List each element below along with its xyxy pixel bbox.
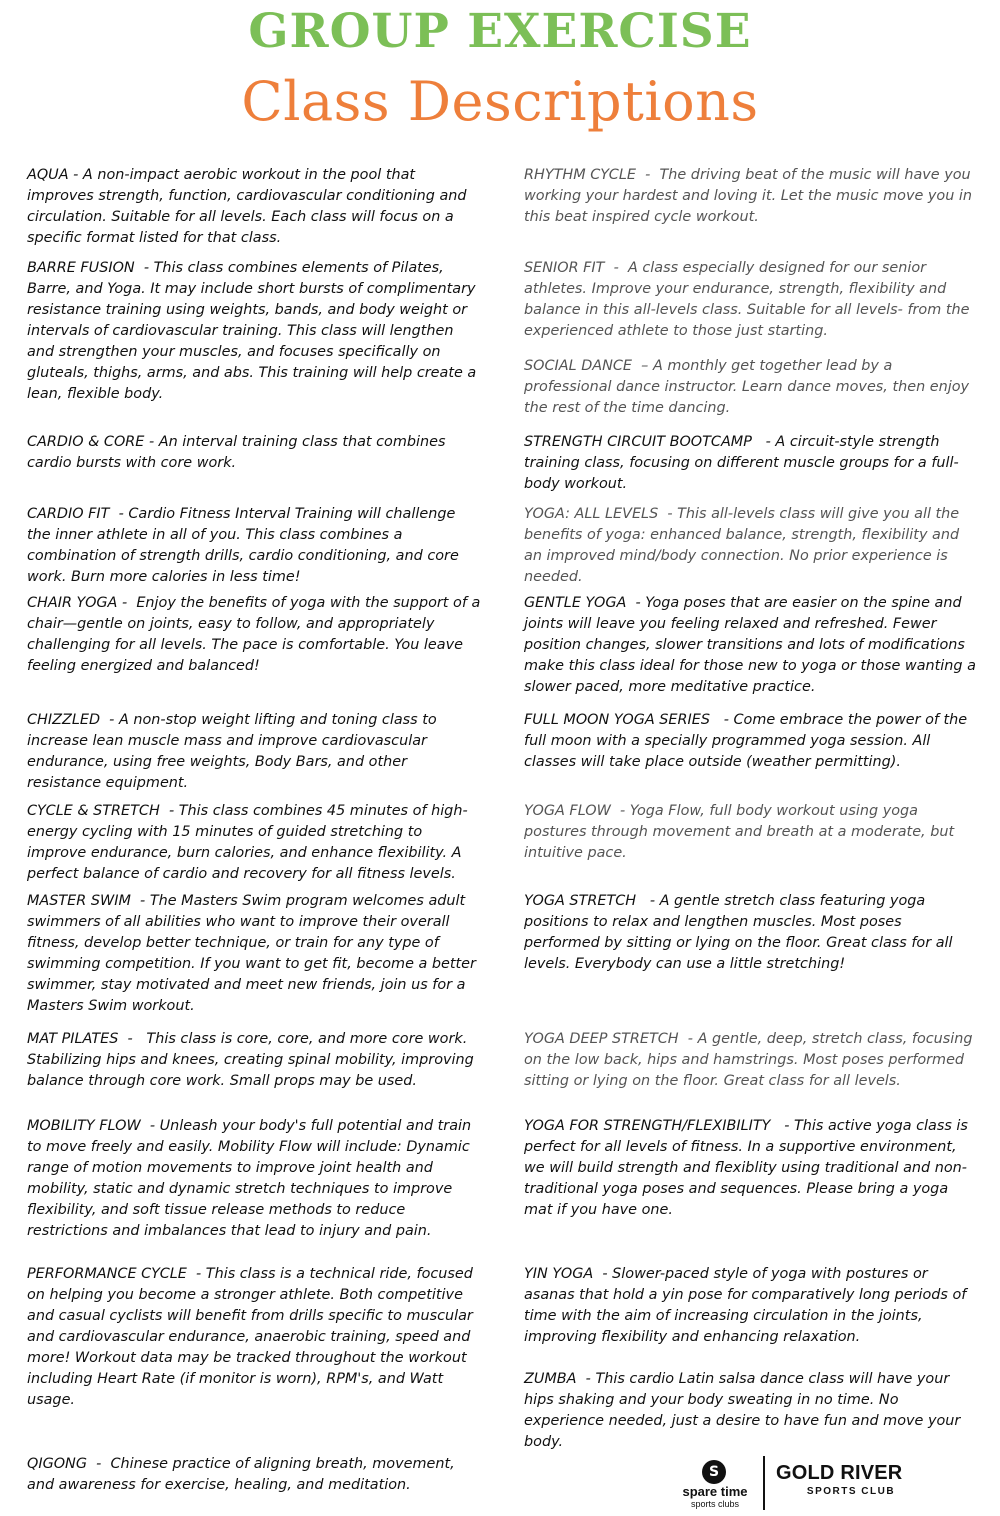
class-description-performance-cycle: PERFORMANCE CYCLE - This class is a technical ride, focused on helping you become a stronger athlete. Both competitive and casual cyclists will benefit from drills specific to muscular and cardiovascular endurance, anaerobic training, speed and more! Workout data may be tracked throughout the workout including Heart Rate (if monitor is worn), RPM's, and Watt usage. [27,1266,473,1408]
class-text: This class combines elements of Pilates, Barre, and Yoga. It may include short bursts of complimentary resistance training using weights, bands, and body weight or intervals of cardiovascular training. This class will lengthen and strengthen your muscles, and focuses specifically on gluteals, thighs, arms, and abs. This training will help create a lean, flexible body. [27,260,477,402]
class-text: A gentle, deep, stretch class, focusing on the low back, hips and hamstrings. Most poses performed sitting or lying on the floor. Great class for all levels. [524,1031,973,1089]
class-text: Cardio Fitness Interval Training will challenge the inner athlete in all of you. This class combines a combination of strength drills, cardio conditioning, and core work. Burn more calories in less time! [27,506,459,585]
class-name: CHAIR YOGA [27,595,118,611]
class-name: SOCIAL DANCE [524,358,633,374]
spare-time-logo [672,1454,758,1510]
class-name: MASTER SWIM [27,893,131,909]
class-text: This all-levels class will give you all the benefits of yoga: enhanced balance, strength, flexibility and an improved mind/body connection. No prior experience is needed. [524,506,960,585]
class-name: SENIOR FIT [524,260,605,276]
class-name: YOGA STRETCH [524,893,637,909]
class-text: A class especially designed for our senior athletes. Improve your endurance, strength, flexibility and balance in this all-levels class. Suitable for all levels- from the experienced athlete to those just starting. [524,260,970,339]
class-name: RHYTHM CYCLE [524,167,636,183]
class-description-chair-yoga: CHAIR YOGA - Enjoy the benefits of yoga with the support of a chair—gentle on joints, easy to follow, and appropriately challenging for all levels. The pace is comfortable. You leave feeling energized and balanced! [27,595,481,674]
class-name: YOGA FLOW [524,803,611,819]
class-text: A monthly get together lead by a professional dance instructor. Learn dance moves, then enjoy the rest of the time dancing. [524,358,970,416]
class-name: BARRE FUSION [27,260,135,276]
class-text: The Masters Swim program welcomes adult swimmers of all abilities who want to improve their overall fitness, develop better technique, or train for any type of swimming competition. If you want to get fit, become a better swimmer, stay motivated and meet new friends, join us for a Masters Swim workout. [27,893,476,1014]
class-description-yoga-flow: YOGA FLOW - Yoga Flow, full body workout using yoga postures through movement and breath at a moderate, but intuitive pace. [524,803,955,861]
logo-divider [763,1456,765,1510]
gold-river-logo-tagline: SPORTS CLUB [806,1486,896,1497]
class-description-qigong: QIGONG - Chinese practice of aligning breath, movement, and awareness for exercise, healing, and meditation. [27,1456,455,1493]
class-text: This class is a technical ride, focused on helping you become a stronger athlete. Both competitive and casual cyclists will benefit from drills specific to muscular and cardiovascular endurance, anaerobic training, speed and more! Workout data may be tracked throughout the workout including Heart Rate (if monitor is worn), RPM's, and Watt usage. [27,1266,473,1408]
class-description-aqua: AQUA - A non-impact aerobic workout in the pool that improves strength, function, cardiovascular conditioning and circulation. Suitable for all levels. Each class will focus on a specific format listed for that class. [27,167,467,246]
class-description-chizzled: CHIZZLED - A non-stop weight lifting and toning class to increase lean muscle mass and improve cardiovascular endurance, using free weights, Body Bars, and other resistance equipment. [27,712,437,791]
class-name: MOBILITY FLOW [27,1118,141,1134]
class-text: A circuit-style strength training class, focusing on different muscle groups for a full-body workout. [524,434,959,492]
class-name: AQUA [27,167,69,183]
class-text: Slower-paced style of yoga with postures or asanas that hold a yin pose for comparatively long periods of time with the aim of increasing circulation in the joints, improving flexibility and enhancing relaxation. [524,1266,967,1345]
class-description-barre-fusion: BARRE FUSION - This class combines elements of Pilates, Barre, and Yoga. It may include short bursts of complimentary resistance training using weights, bands, and body weight or intervals of cardiovascular training. This class will lengthen and strengthen your muscles, and focuses specifically on gluteals, thighs, arms, and abs. This training will help create a lean, flexible body. [27,260,477,402]
class-text: A non-stop weight lifting and toning class to increase lean muscle mass and improve cardiovascular endurance, using free weights, Body Bars, and other resistance equipment. [27,712,437,791]
gold-river-logo-name: GOLD RIVER [776,1462,903,1484]
class-description-full-moon-yoga-series: FULL MOON YOGA SERIES - Come embrace the power of the full moon with a specially programmed yoga session. All classes will take place outside (weather permitting). [524,712,968,770]
class-description-strength-circuit-bootcamp: STRENGTH CIRCUIT BOOTCAMP - A circuit-style strength training class, focusing on different muscle groups for a full-body workout. [524,434,959,492]
class-name: CARDIO FIT [27,506,110,522]
class-description-yoga-all-levels: YOGA: ALL LEVELS - This all-levels class will give you all the benefits of yoga: enhanced balance, strength, flexibility and an improved mind/body connection. No prior experience is needed. [524,506,960,585]
class-name: YIN YOGA [524,1266,594,1282]
class-name: CYCLE & STRETCH [27,803,160,819]
spare-time-logo-icon: S [702,1460,726,1484]
class-description-yoga-strength-flexibility: YOGA FOR STRENGTH/FLEXIBILITY - This active yoga class is perfect for all levels of fitness. In a supportive environment, we will build strength and flexiblity using traditional and non-traditional yoga poses and sequences. Please bring a yoga mat if you have one. [524,1118,968,1218]
class-text: A gentle stretch class featuring yoga positions to relax and lengthen muscles. Most poses performed by sitting or lying on the floor. Great class for all levels. Everybody can use a little stretching! [524,893,953,972]
class-description-mat-pilates: MAT PILATES - This class is core, core, and more core work. Stabilizing hips and knees, creating spinal mobility, improving balance through core work. Small props may be used. [27,1031,474,1089]
class-description-gentle-yoga: GENTLE YOGA - Yoga poses that are easier on the spine and joints will leave you feeling relaxed and refreshed. Fewer position changes, slower transitions and lots of modifications make this class ideal for those new to yoga or those wanting a slower paced, more meditative practice. [524,595,976,695]
spare-time-logo-tagline: sports clubs [690,1499,740,1509]
class-description-zumba: ZUMBA - This cardio Latin salsa dance class will have your hips shaking and your body sweating in no time. No experience needed, just a desire to have fun and move your body. [524,1371,961,1450]
spare-time-logo-name: spare time [682,1484,748,1499]
class-name: ZUMBA [524,1371,577,1387]
class-description-yoga-deep-stretch: YOGA DEEP STRETCH - A gentle, deep, stretch class, focusing on the low back, hips and hamstrings. Most poses performed sitting or lying on the floor. Great class for all levels. [524,1031,973,1089]
class-name: CARDIO & CORE [27,434,145,450]
class-text: This cardio Latin salsa dance class will have your hips shaking and your body sweating in no time. No experience needed, just a desire to have fun and move your body. [524,1371,961,1450]
class-text: The driving beat of the music will have you working your hardest and loving it. Let the music move you in this beat inspired cycle workout. [524,167,973,225]
class-text: Come embrace the power of the full moon with a specially programmed yoga session. All classes will take place outside (weather permitting). [524,712,968,770]
class-name: YOGA DEEP STRETCH [524,1031,679,1047]
class-text: An interval training class that combines cardio bursts with core work. [27,434,446,471]
class-description-cycle-stretch: CYCLE & STRETCH - This class combines 45 minutes of high-energy cycling with 15 minutes of guided stretching to improve endurance, burn calories, and enhance flexibility. A perfect balance of cardio and recovery for all fitness levels. [27,803,468,882]
class-description-rhythm-cycle: RHYTHM CYCLE - The driving beat of the music will have you working your hardest and loving it. Let the music move you in this beat inspired cycle workout. [524,167,973,225]
class-text: Yoga Flow, full body workout using yoga postures through movement and breath at a moderate, but intuitive pace. [524,803,955,861]
page-title: GROUP EXERCISE [248,4,752,59]
class-name: PERFORMANCE CYCLE [27,1266,187,1282]
class-text: Unleash your body's full potential and train to move freely and easily. Mobility Flow will include: Dynamic range of motion movements to improve joint health and mobility, static and dynamic stretch techniques to improve flexibility, and soft tissue release methods to reduce restrictions and imbalances that lead to injury and pain. [27,1118,472,1239]
footer-logos [672,1452,932,1512]
class-text: A non-impact aerobic workout in the pool that improves strength, function, cardiovascular conditioning and circulation. Suitable for all levels. Each class will focus on a specific format listed for that class. [27,167,467,246]
class-text: This class is core, core, and more core work. Stabilizing hips and knees, creating spinal mobility, improving balance through core work. Small props may be used. [27,1031,474,1089]
class-description-yin-yoga: YIN YOGA - Slower-paced style of yoga with postures or asanas that hold a yin pose for comparatively long periods of time with the aim of increasing circulation in the joints, improving flexibility and enhancing relaxation. [524,1266,967,1345]
class-name: MAT PILATES [27,1031,119,1047]
class-description-social-dance: SOCIAL DANCE – A monthly get together lead by a professional dance instructor. Learn dance moves, then enjoy the rest of the time dancing. [524,358,970,416]
class-text: This class combines 45 minutes of high-energy cycling with 15 minutes of guided stretching to improve endurance, burn calories, and enhance flexibility. A perfect balance of cardio and recovery for all fitness levels. [27,803,468,882]
page-subtitle: Class Descriptions [241,70,759,133]
class-description-senior-fit: SENIOR FIT - A class especially designed for our senior athletes. Improve your endurance, strength, flexibility and balance in this all-levels class. Suitable for all levels- from the experienced athlete to those just starting. [524,260,970,339]
class-name: FULL MOON YOGA SERIES [524,712,710,728]
class-text: Chinese practice of aligning breath, movement, and awareness for exercise, healing, and meditation. [27,1456,455,1493]
class-description-cardio-fit: CARDIO FIT - Cardio Fitness Interval Training will challenge the inner athlete in all of you. This class combines a combination of strength drills, cardio conditioning, and core work. Burn more calories in less time! [27,506,459,585]
class-text: Enjoy the benefits of yoga with the support of a chair—gentle on joints, easy to follow, and appropriately challenging for all levels. The pace is comfortable. You leave feeling energized and balanced! [27,595,481,674]
class-name: YOGA: ALL LEVELS [524,506,659,522]
class-name: GENTLE YOGA [524,595,627,611]
class-name: STRENGTH CIRCUIT BOOTCAMP [524,434,752,450]
class-description-yoga-stretch: YOGA STRETCH - A gentle stretch class featuring yoga positions to relax and lengthen muscles. Most poses performed by sitting or lying on the floor. Great class for all levels. Everybody can use a little stretching! [524,893,953,972]
class-text: This active yoga class is perfect for all levels of fitness. In a supportive environment, we will build strength and flexiblity using traditional and non-traditional yoga poses and sequences. Please bring a yoga mat if you have one. [524,1118,968,1218]
class-description-cardio-core: CARDIO & CORE - An interval training class that combines cardio bursts with core work. [27,434,446,471]
class-description-master-swim: MASTER SWIM - The Masters Swim program welcomes adult swimmers of all abilities who want to improve their overall fitness, develop better technique, or train for any type of swimming competition. If you want to get fit, become a better swimmer, stay motivated and meet new friends, join us for a Masters Swim workout. [27,893,476,1014]
class-name: QIGONG [27,1456,87,1472]
class-text: Yoga poses that are easier on the spine and joints will leave you feeling relaxed and refreshed. Fewer position changes, slower transitions and lots of modifications make this class ideal for those new to yoga or those wanting a slower paced, more meditative practice. [524,595,976,695]
class-name: YOGA FOR STRENGTH/FLEXIBILITY [524,1118,771,1134]
class-description-mobility-flow: MOBILITY FLOW - Unleash your body's full potential and train to move freely and easily. Mobility Flow will include: Dynamic range of motion movements to improve joint health and mobility, static and dynamic stretch techniques to improve flexibility, and soft tissue release methods to reduce restrictions and imbalances that lead to injury and pain. [27,1118,472,1239]
class-name: CHIZZLED [27,712,101,728]
